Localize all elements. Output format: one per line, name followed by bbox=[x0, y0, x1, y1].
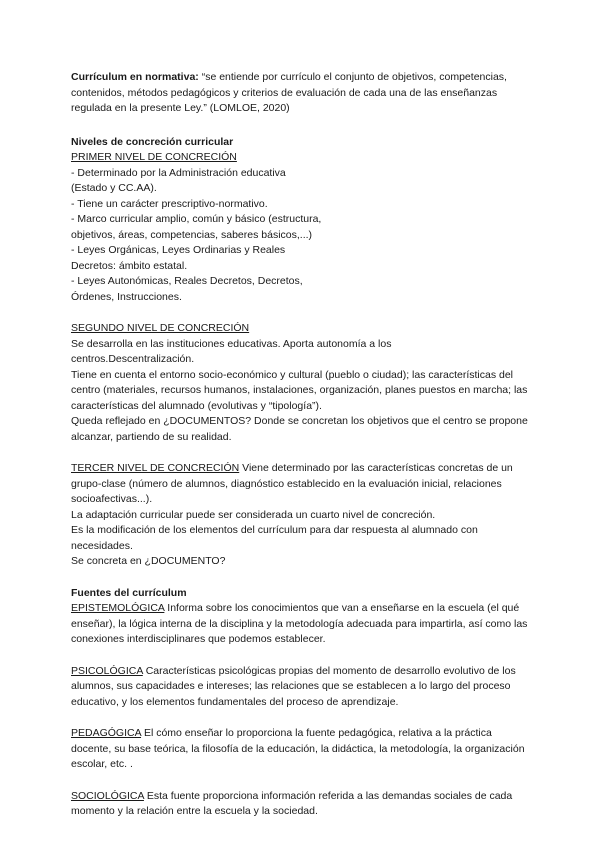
intro-text: “se entiende por currículo el conjunto de objetivos, competencias, contenidos, métodos pedagógicos y criterios de evaluación de cada una de las enseñanzas regulada en la presente Ley.” (LOMLOE, 2020) bbox=[71, 71, 507, 114]
fuente-text: Informa sobre los conocimientos que van a enseñarse en la escuela (el qué enseñar), la lógica interna de la disciplina y la metodología adecuada para impartirla, así como las conexiones interdisciplinares que podemos establecer. bbox=[71, 602, 528, 645]
tercer-nivel-paragraph: Se concreta en ¿DOCUMENTO? bbox=[71, 555, 226, 567]
spacer bbox=[71, 305, 531, 321]
spacer bbox=[71, 773, 531, 789]
spacer bbox=[71, 445, 531, 461]
fuente-title: EPISTEMOLÓGICA bbox=[71, 602, 165, 614]
primer-nivel-line: - Tiene un carácter prescriptivo-normativo. bbox=[71, 197, 268, 210]
fuente-text: Esta fuente proporciona información referida a las demandas sociales de cada momento y la relación entre la escuela y la sociedad. bbox=[71, 789, 513, 817]
fuente-paragraph-pedagogica bbox=[71, 726, 531, 773]
segundo-nivel-paragraph: Queda reflejado en ¿DOCUMENTOS? Donde se concretan los objetivos que el centro se propone alcanzar, partiendo de su realidad. bbox=[71, 415, 528, 443]
spacer bbox=[71, 570, 531, 586]
primer-nivel-line: - Determinado por la Administración educativa bbox=[71, 166, 286, 179]
fuente-text: El cómo enseñar lo proporciona la fuente pedagógica, relativa a la práctica docente, su base teórica, la filosofía de la educación, la didáctica, la metodología, la organización escolar, etc. . bbox=[71, 727, 525, 770]
intro-label: Currículum en normativa: bbox=[71, 71, 199, 83]
segundo-nivel-line: centros.Descentralización. bbox=[71, 353, 195, 365]
intro-paragraph bbox=[71, 70, 531, 117]
spacer bbox=[71, 710, 531, 726]
primer-nivel-line: objetivos, áreas, competencias, saberes básicos,...) bbox=[71, 228, 313, 241]
primer-nivel-title: PRIMER NIVEL DE CONCRECIÓN bbox=[71, 151, 237, 163]
tercer-nivel-paragraph bbox=[71, 461, 531, 508]
primer-nivel-line: - Leyes Autonómicas, Reales Decretos, Decretos, bbox=[71, 275, 303, 287]
spacer bbox=[71, 117, 531, 135]
fuente-paragraph-sociologica bbox=[71, 789, 531, 820]
fuente-title: SOCIOLÓGICA bbox=[71, 789, 144, 802]
fuente-paragraph-epistemologica bbox=[71, 601, 531, 648]
primer-nivel-line: Decretos: ámbito estatal. bbox=[71, 259, 188, 272]
segundo-nivel-line: Se desarrolla en las instituciones educativas. Aporta autonomía a los bbox=[71, 337, 392, 350]
document-page bbox=[71, 70, 531, 820]
fuente-title: PEDAGÓGICA bbox=[71, 727, 142, 739]
primer-nivel-line: (Estado y CC.AA). bbox=[71, 182, 157, 194]
fuentes-heading: Fuentes del currículum bbox=[71, 586, 187, 599]
segundo-nivel-title: SEGUNDO NIVEL DE CONCRECIÓN bbox=[71, 322, 250, 334]
primer-nivel-list bbox=[71, 166, 531, 306]
primer-nivel-line: Órdenes, Instrucciones. bbox=[71, 290, 182, 303]
fuente-title: PSICOLÓGICA bbox=[71, 664, 143, 677]
tercer-nivel-paragraph: La adaptación curricular puede ser considerada un cuarto nivel de concreción. bbox=[71, 508, 436, 521]
fuente-paragraph-psicologica bbox=[71, 664, 531, 711]
tercer-nivel-paragraph: Es la modificación de los elementos del currículum para dar respuesta al alumnado con necesidades. bbox=[71, 524, 478, 552]
tercer-nivel-text: Viene determinado por las características concretas de un grupo-clase (número de alumnos, diagnóstico establecido en la evaluación inicial, relaciones socioafectivas...). bbox=[71, 462, 513, 505]
fuente-text: Características psicológicas propias del momento de desarrollo evolutivo de los alumnos, sus capacidades e intereses; las relaciones que se establecen a lo largo del proceso educativo, y los elementos fundamentales del proceso de aprendizaje. bbox=[71, 664, 516, 708]
segundo-nivel-paragraph: Tiene en cuenta el entorno socio-económico y cultural (pueblo o ciudad); las características del centro (materiales, recursos humanos, instalaciones, organización, planes puestos en marcha; las características del alumnado (evolutivas y “tipología”). bbox=[71, 368, 528, 412]
spacer bbox=[71, 648, 531, 664]
tercer-nivel-title: TERCER NIVEL DE CONCRECIÓN bbox=[71, 462, 240, 474]
primer-nivel-line: - Marco curricular amplio, común y básico (estructura, bbox=[71, 213, 322, 225]
primer-nivel-line: - Leyes Orgánicas, Leyes Ordinarias y Reales bbox=[71, 244, 286, 256]
niveles-heading: Niveles de concreción curricular bbox=[71, 135, 234, 148]
